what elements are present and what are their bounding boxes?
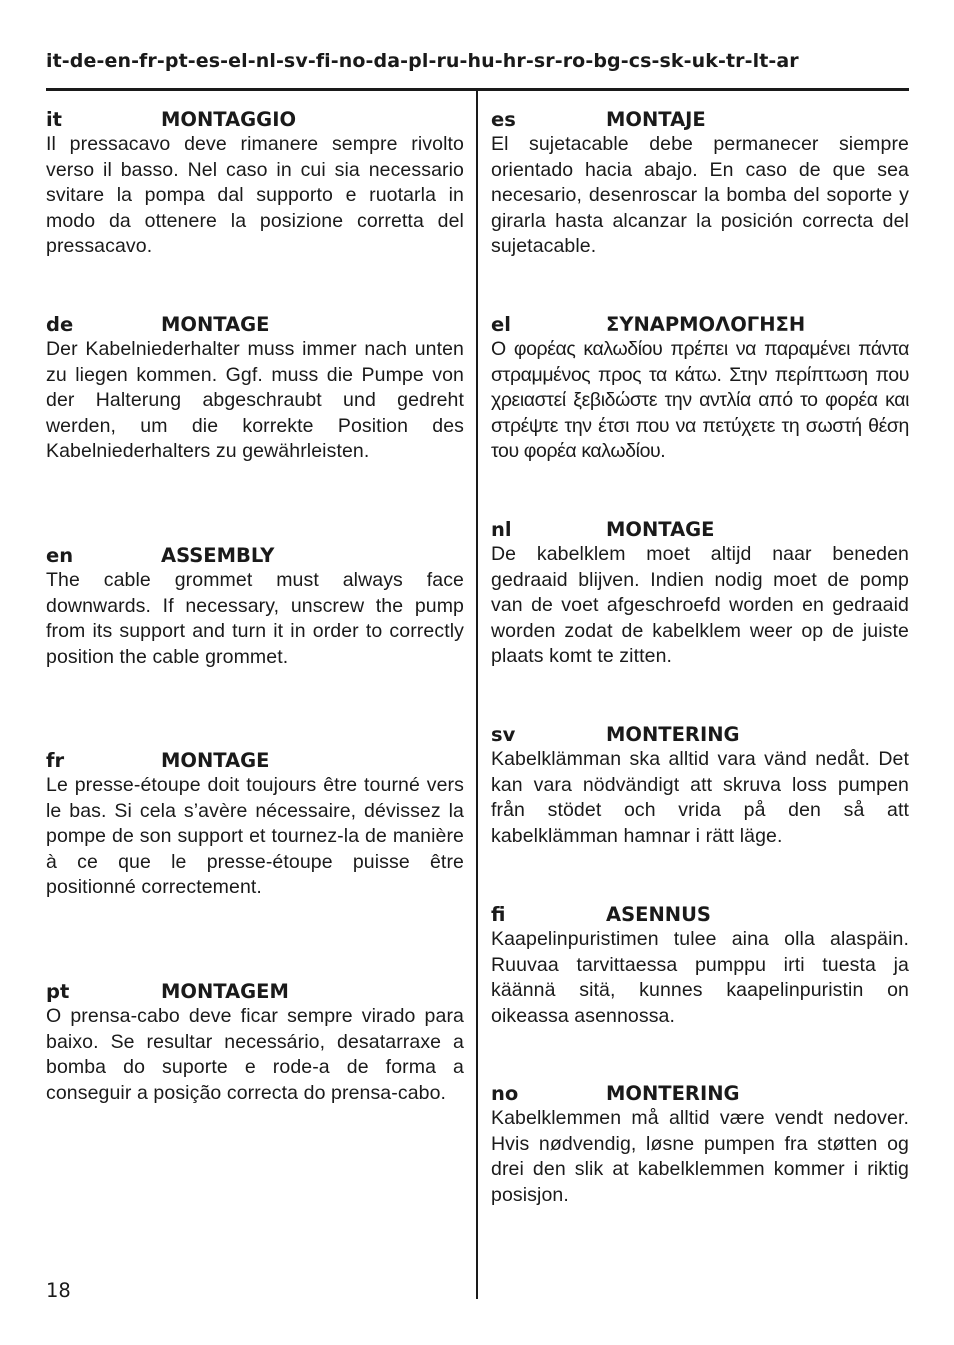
section-title: ASENNUS xyxy=(606,903,711,926)
section-heading xyxy=(491,903,909,927)
language-code: it xyxy=(46,108,63,131)
section-heading xyxy=(491,1082,909,1106)
section-text: De kabelklem moet altijd naar beneden gedraaid blijven. Indien nodig moet de pomp van de voet afgeschroefd worden en gedraaid worden zodat de kabelklem weer op de juiste plaats komt te zitten. xyxy=(491,543,909,667)
language-codes-header: it-de-en-fr-pt-es-el-nl-sv-fi-no-da-pl-ru-hu-hr-sr-ro-bg-cs-sk-uk-tr-lt-ar xyxy=(46,50,799,72)
section-text: Il pressacavo deve rimanere sempre rivolto verso il basso. Nel caso in cui sia necessario svitare la pompa dal supporto e ruotarla in modo da ottenere la posizione corretta del pressacavo. xyxy=(46,133,464,257)
section-text: The cable grommet must always face downwards. If necessary, unscrew the pump from its support and turn it in order to correctly position the cable grommet. xyxy=(46,569,464,668)
section-title: MONTAGEM xyxy=(161,980,289,1003)
language-code: sv xyxy=(491,723,516,746)
section-sv xyxy=(491,723,909,849)
section-title: MONTAGE xyxy=(606,518,715,541)
section-text: Der Kabelniederhalter muss immer nach unten zu liegen kommen. Ggf. muss die Pumpe von der Halterung abgeschraubt und gedreht werden, um die korrekte Position des Kabelniederhalters zu gewährleisten. xyxy=(46,338,464,462)
section-en xyxy=(46,544,464,670)
section-title: MONTERING xyxy=(606,723,740,746)
column-divider xyxy=(476,91,478,1299)
section-heading xyxy=(46,544,464,568)
language-code: pt xyxy=(46,980,70,1003)
section-title: MONTERING xyxy=(606,1082,740,1105)
section-heading xyxy=(46,313,464,337)
language-code: el xyxy=(491,313,511,336)
language-code: no xyxy=(491,1082,519,1105)
section-fr xyxy=(46,749,464,901)
section-heading xyxy=(491,723,909,747)
language-code: nl xyxy=(491,518,512,541)
language-code: en xyxy=(46,544,74,567)
section-title: MONTAGE xyxy=(161,313,270,336)
section-heading xyxy=(491,108,909,132)
section-title: ΣΥΝΑΡΜΟΛΟΓΗΣΗ xyxy=(606,313,806,336)
section-heading xyxy=(491,313,909,337)
section-no xyxy=(491,1082,909,1208)
section-title: MONTAGE xyxy=(161,749,270,772)
language-code: fi xyxy=(491,903,506,926)
section-heading xyxy=(46,108,464,132)
section-title: MONTAGGIO xyxy=(161,108,297,131)
section-pt xyxy=(46,980,464,1106)
section-text: Le presse-étoupe doit toujours être tourné vers le bas. Si cela s’avère nécessaire, dévissez la pompe de son support et tournez-la de manière à ce que le presse-étoupe puisse être positionné correctement. xyxy=(46,774,464,898)
section-text: Kabelklämman ska alltid vara vänd nedåt. Det kan vara nödvändigt att skruva loss pumpen från stödet och vrida på den så att kabelklämman hamnar i rätt läge. xyxy=(491,748,909,847)
page-number: 18 xyxy=(46,1279,71,1302)
section-text: Kaapelinpuristimen tulee aina olla alaspäin. Ruuvaa tarvittaessa pumppu irti tuesta ja käännä sitä, kunnes kaapelinpuristin on oikeassa asennossa. xyxy=(491,928,909,1027)
language-code: es xyxy=(491,108,516,131)
section-heading xyxy=(46,980,464,1004)
section-es xyxy=(491,108,909,260)
section-heading xyxy=(491,518,909,542)
section-text: El sujetacable debe permanecer siempre orientado hacia abajo. En caso de que sea necesario, desenroscar la bomba del soporte y girarla hasta alcanzar la posición correcta del sujetacable. xyxy=(491,133,909,257)
section-text: O prensa-cabo deve ficar sempre virado para baixo. Se resultar necessário, desatarraxe a bomba do suporte e rode-a de forma a conseguir a posição correcta do prensa-cabo. xyxy=(46,1005,464,1104)
section-el xyxy=(491,313,909,465)
section-text: Ο φορέας καλωδίου πρέπει να παραμένει πάντα στραμμένος προς τα κάτω. Στην περίπτωση που χρειαστεί ξεβιδώστε την αντλία από το φορέα και στρέψτε την έτσι που να πετύχετε τη σωστή θέση του φορέα καλωδίου. xyxy=(491,338,909,462)
section-fi xyxy=(491,903,909,1029)
section-title: MONTAJE xyxy=(606,108,706,131)
section-text: Kabelklemmen må alltid være vendt nedover. Hvis nødvendig, løsne pumpen fra støtten og drei den slik at kabelklemmen kommer i riktig posisjon. xyxy=(491,1107,909,1206)
language-code: de xyxy=(46,313,74,336)
section-nl xyxy=(491,518,909,670)
section-it xyxy=(46,108,464,260)
section-title: ASSEMBLY xyxy=(161,544,275,567)
section-de xyxy=(46,313,464,465)
section-heading xyxy=(46,749,464,773)
language-code: fr xyxy=(46,749,65,772)
